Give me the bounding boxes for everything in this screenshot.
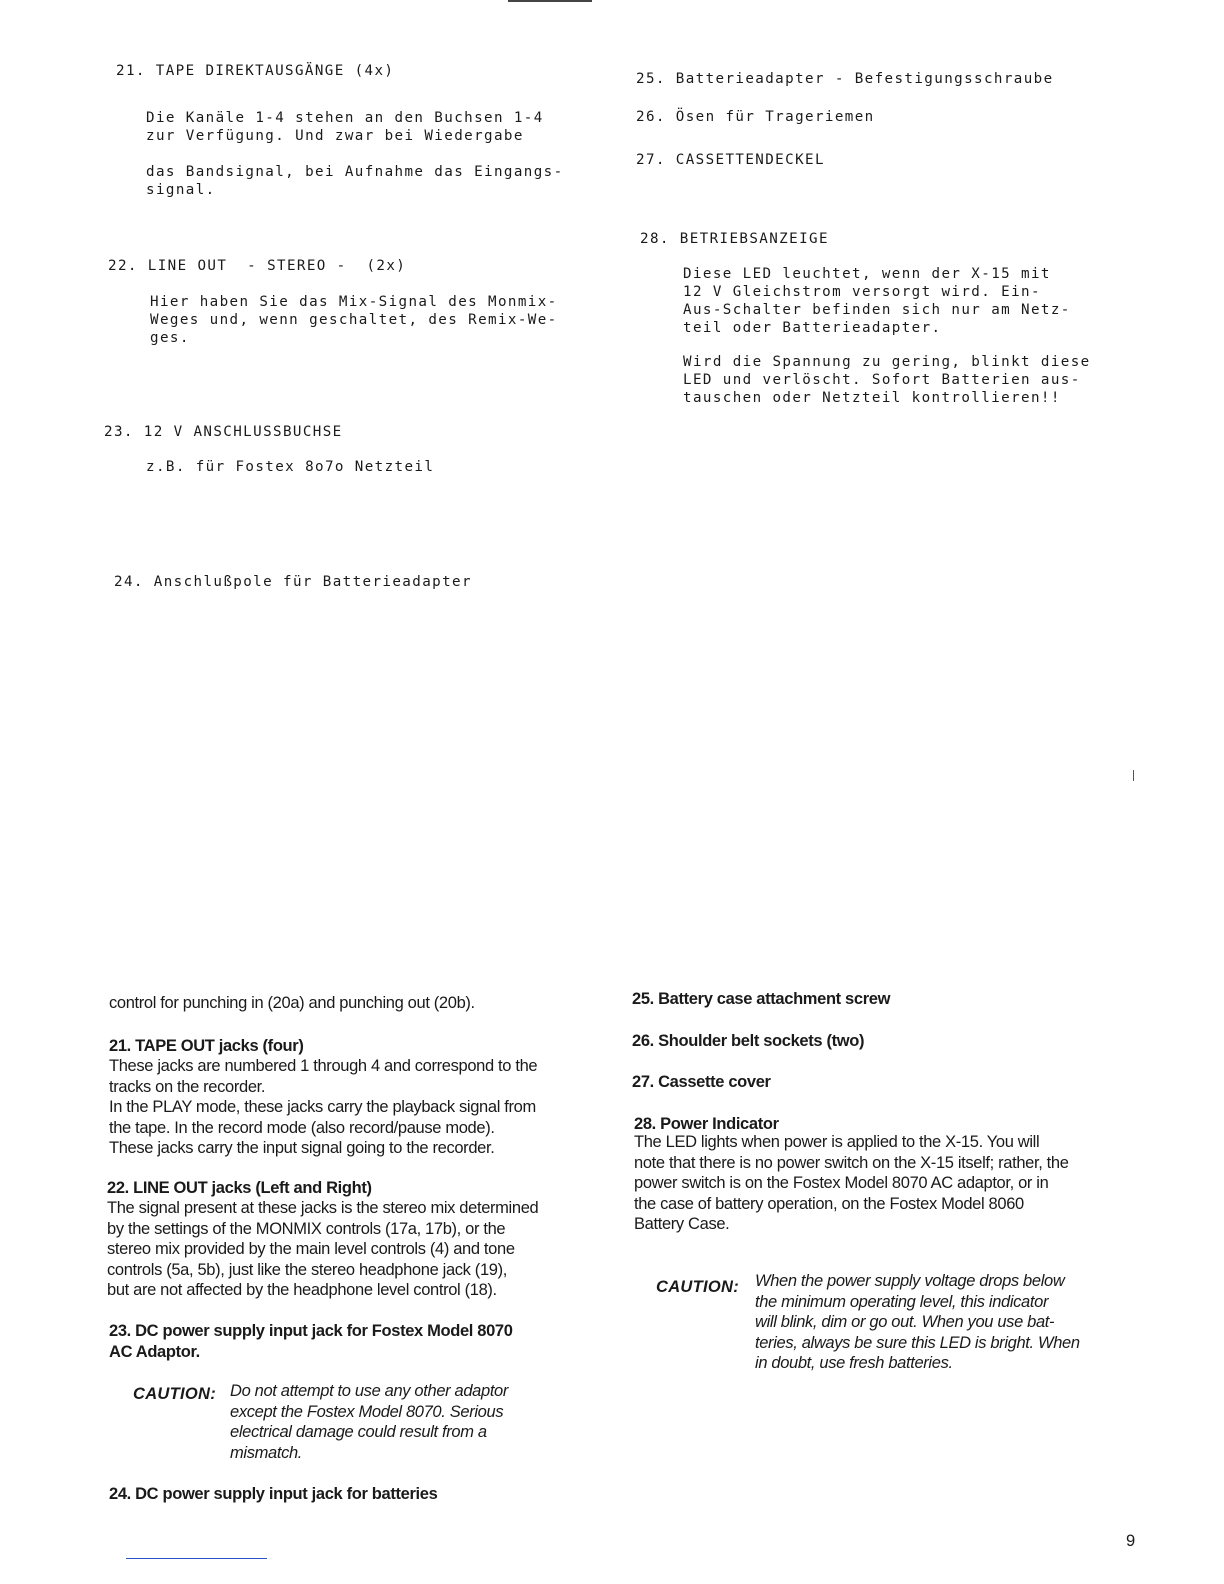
en-27-heading: 27. Cassette cover <box>632 1073 771 1091</box>
en-24-heading: 24. DC power supply input jack for batteries <box>109 1485 438 1503</box>
de-27-heading: 27. CASSETTENDECKEL <box>636 152 825 168</box>
de-28-paragraph-2: Wird die Spannung zu gering, blinkt diese LED und verlöscht. Sofort Batterien aus- tauschen oder Netzteil kontrollieren!! <box>683 354 1091 406</box>
de-26-heading: 26. Ösen für Trageriemen <box>636 109 875 125</box>
margin-mark <box>1133 770 1134 781</box>
en-intro-line: control for punching in (20a) and punching out (20b). <box>109 994 475 1012</box>
en-23-caution-text: Do not attempt to use any other adaptor except the Fostex Model 8070. Serious electrical damage could result from a mismatch. <box>230 1382 509 1462</box>
page-number: 9 <box>1126 1532 1135 1550</box>
en-21-body: These jacks are numbered 1 through 4 and correspond to the tracks on the recorder. In the PLAY mode, these jacks carry the playback signal from the tape. In the record mode (also record/pause mode). These jacks carry the input signal going to the recorder. <box>109 1057 538 1157</box>
de-23-heading: 23. 12 V ANSCHLUSSBUCHSE <box>104 424 343 440</box>
en-26-heading: 26. Shoulder belt sockets (two) <box>632 1032 865 1050</box>
top-rule <box>508 0 592 2</box>
en-21-heading: 21. TAPE OUT jacks (four) <box>109 1037 304 1055</box>
de-28-heading: 28. BETRIEBSANZEIGE <box>640 231 829 247</box>
en-23-caution-label: CAUTION: <box>133 1385 217 1403</box>
de-28-paragraph-1: Diese LED leuchtet, wenn der X-15 mit 12 V Gleichstrom versorgt wird. Ein- Aus-Schalter befinden sich nur am Netz- teil oder Batterieadapter. <box>683 266 1071 336</box>
de-22-paragraph: Hier haben Sie das Mix-Signal des Monmix- Weges und, wenn geschaltet, des Remix-We- ges. <box>150 294 558 346</box>
bottom-rule <box>126 1558 267 1559</box>
en-28-heading: 28. Power Indicator <box>634 1115 779 1133</box>
en-25-heading: 25. Battery case attachment screw <box>632 990 891 1008</box>
en-28-caution-text: When the power supply voltage drops below the minimum operating level, this indicator will blink, dim or go out. When you use bat- teries, always be sure this LED is bright. When in doubt, use fresh batteries. <box>755 1272 1080 1372</box>
de-22-heading: 22. LINE OUT - STEREO - (2x) <box>108 258 407 274</box>
de-21-heading: 21. TAPE DIREKTAUSGÄNGE (4x) <box>116 63 395 79</box>
en-22-heading: 22. LINE OUT jacks (Left and Right) <box>107 1179 372 1197</box>
de-25-heading: 25. Batterieadapter - Befestigungsschraube <box>636 71 1054 87</box>
en-23-heading: 23. DC power supply input jack for Fostex Model 8070 AC Adaptor. <box>109 1322 513 1361</box>
de-21-paragraph-2: das Bandsignal, bei Aufnahme das Eingangs- signal. <box>146 164 564 198</box>
en-28-caution-label: CAUTION: <box>656 1278 740 1296</box>
de-21-paragraph-1: Die Kanäle 1-4 stehen an den Buchsen 1-4 zur Verfügung. Und zwar bei Wiedergabe <box>146 110 544 144</box>
de-24-heading: 24. Anschlußpole für Batterieadapter <box>114 574 472 590</box>
de-23-paragraph: z.B. für Fostex 8o7o Netzteil <box>146 459 435 475</box>
en-22-body: The signal present at these jacks is the stereo mix determined by the settings of the MONMIX controls (17a, 17b), or the stereo mix provided by the main level controls (4) and tone controls (5a, 5b), just like the stereo headphone jack (19), but are not affected by the headphone level control (18). <box>107 1199 539 1299</box>
en-28-body: The LED lights when power is applied to the X-15. You will note that there is no power switch on the X-15 itself; rather, the power switch is on the Fostex Model 8070 AC adaptor, or in the case of battery operation, on the Fostex Model 8060 Battery Case. <box>634 1133 1069 1233</box>
